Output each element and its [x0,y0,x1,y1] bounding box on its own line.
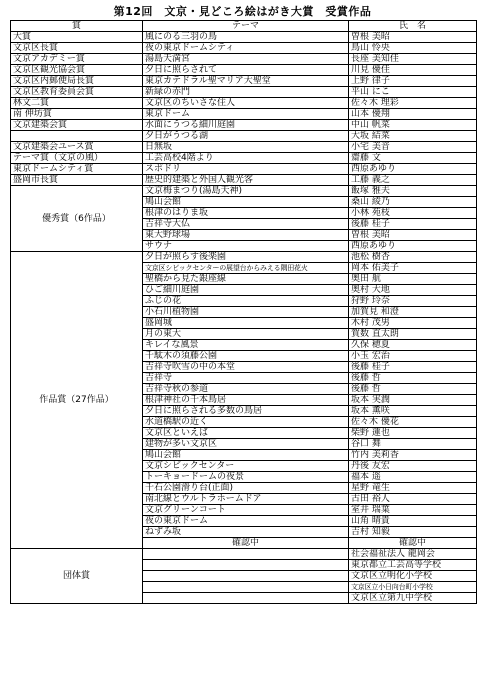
theme-cell: 文京区といえば [143,428,349,439]
theme-cell: 吉祥寺 [143,373,349,384]
name-cell: 小宅 美音 [349,142,477,153]
theme-cell: 鳩山会館 [143,197,349,208]
award-cell: 林文二賞 [11,98,143,109]
theme-cell: 夕日に照らされて [143,65,349,76]
award-cell: 大賞 [11,32,143,43]
name-cell: 谷口 舞 [349,439,477,450]
header-name: 氏 名 [349,21,477,32]
theme-cell [143,549,349,560]
theme-cell: 水面にうつる細川庭園 [143,120,349,131]
name-cell: 飯塚 雅夫 [349,186,477,197]
name-cell: 室井 瑞葉 [349,505,477,516]
theme-cell: 東京ドーム [143,109,349,120]
theme-cell: 水道橋駅の近く [143,417,349,428]
theme-cell [143,593,349,604]
excellence-group-label: 優秀賞（6作品） [11,186,143,252]
award-cell [11,131,143,142]
theme-cell: サウナ [143,241,349,252]
theme-cell: 夜の東京ドーム [143,516,349,527]
name-cell: 後藤 桂子 [349,362,477,373]
theme-cell: 確認中 [143,538,349,549]
name-cell: 小玉 宏治 [349,351,477,362]
name-cell: 柴野 蓮也 [349,428,477,439]
name-cell: 後藤 桂子 [349,219,477,230]
theme-cell: 風にのる三羽の鳥 [143,32,349,43]
theme-cell: 月の東大 [143,329,349,340]
theme-cell: ひご細川庭園 [143,285,349,296]
theme-cell: トーキョードームの夜景 [143,472,349,483]
name-cell: 曽根 美昭 [349,230,477,241]
theme-cell: 東京カテドラル聖マリア大聖堂 [143,76,349,87]
theme-cell: 根津神社の千本鳥居 [143,395,349,406]
theme-cell [143,560,349,571]
table-row [11,252,477,263]
name-cell: 池松 樹杏 [349,252,477,263]
table-row [11,549,477,560]
name-cell: 確認中 [349,538,477,549]
award-cell: 盛岡市長賞 [11,175,143,186]
name-cell: 曽根 美昭 [349,32,477,43]
theme-cell: 新緑の赤門 [143,87,349,98]
theme-cell: 鳩山会館 [143,450,349,461]
theme-cell: 吉祥寺大仏 [143,219,349,230]
award-cell: 文京区教育委員会賞 [11,87,143,98]
award-cell: テーマ賞（文京の風） [11,153,143,164]
theme-cell: 千駄木の須藤公園 [143,351,349,362]
name-cell: 木村 茂男 [349,318,477,329]
table-row [11,98,477,109]
name-cell: 佐々木 優花 [349,417,477,428]
name-cell: 工藤 義之 [349,175,477,186]
theme-cell: ふじの花 [143,296,349,307]
name-cell: 狩野 玲奈 [349,296,477,307]
name-cell: 平山 にこ [349,87,477,98]
award-cell: 文京区内郵便局長賞 [11,76,143,87]
table-row [11,131,477,142]
name-cell: 坂本 薫咲 [349,406,477,417]
theme-cell: 吉祥寺吹雪の中の本堂 [143,362,349,373]
theme-cell: 小石川植物園 [143,307,349,318]
table-row [11,87,477,98]
award-cell: 文京区長賞 [11,43,143,54]
table-row [11,175,477,186]
name-cell: 賀数 直太朗 [349,329,477,340]
theme-cell: 千石公園滑り台(正面) [143,483,349,494]
name-cell: 上野 律子 [349,76,477,87]
name-cell: 奥村 大地 [349,285,477,296]
name-cell: 西原あゆり [349,164,477,175]
award-cell: 南 伸坊賞 [11,109,143,120]
name-cell: 丹後 友宏 [349,461,477,472]
name-cell: 鳥山 怜央 [349,43,477,54]
table-row [11,109,477,120]
name-cell: 後藤 哲 [349,384,477,395]
theme-cell: ねずみ坂 [143,527,349,538]
theme-cell [143,571,349,582]
name-cell: 後藤 哲 [349,373,477,384]
awards-table [10,20,477,604]
theme-cell: 歴史的建築と外国人観光客 [143,175,349,186]
name-cell: 奥田 航 [349,274,477,285]
theme-cell [143,582,349,593]
name-cell: 齋藤 文 [349,153,477,164]
table-row [11,32,477,43]
name-cell: 山本 優翔 [349,109,477,120]
header-award: 賞 [11,21,143,32]
award-cell: 東京ドームシティ賞 [11,164,143,175]
theme-cell: 根津のはりま坂 [143,208,349,219]
name-cell: 佐々木 理彩 [349,98,477,109]
award-cell: 文京アカデミー賞 [11,54,143,65]
name-cell: 大坂 結菜 [349,131,477,142]
theme-cell: 建物が多い文京区 [143,439,349,450]
name-cell: 文京区立第九中学校 [349,593,477,604]
theme-cell: 南北線とウルトラホームドア [143,494,349,505]
theme-cell: 文京シビックセンター [143,461,349,472]
theme-cell: 夕日が照らす後楽園 [143,252,349,263]
theme-cell: 夕日に照らされる多数の鳥居 [143,406,349,417]
theme-cell: 東大野球場 [143,230,349,241]
page-title: 第12回 文京・見どころ絵はがき大賞 受賞作品 [113,5,372,18]
theme-cell: 夕日がうつる湖 [143,131,349,142]
table-row [11,153,477,164]
header-row [11,21,477,32]
name-cell: 小林 苑枝 [349,208,477,219]
name-cell: 長座 美知佳 [349,54,477,65]
theme-cell: スポドリ [143,164,349,175]
name-cell: 東京都立工芸高等学校 [349,560,477,571]
table-row [11,120,477,131]
name-cell: 文京区立明化小学校 [349,571,477,582]
table-row [11,54,477,65]
name-cell: 西原あゆり [349,241,477,252]
name-cell: 加賀見 和澄 [349,307,477,318]
theme-cell: キレイな風景 [143,340,349,351]
theme-cell: 文京グリーンコート [143,505,349,516]
name-cell: 福本 遥 [349,472,477,483]
table-row [11,142,477,153]
name-cell: 山角 晴貴 [349,516,477,527]
name-cell: 久保 穂夏 [349,340,477,351]
theme-cell: 文京区シビックセンターの展望台からみえる隅田花火 [143,263,349,274]
theme-cell: 聖橋から見た銀座線 [143,274,349,285]
award-cell: 文京建築会賞 [11,120,143,131]
theme-cell: 文京梅まつり(湯島天神) [143,186,349,197]
award-cell: 文京建築会ユース賞 [11,142,143,153]
name-cell: 星野 竜生 [349,483,477,494]
group-group-label: 団体賞 [11,549,143,604]
works-group-label: 作品賞（27作品） [11,252,143,549]
name-cell: 文京区立小日向台町小学校 [349,582,477,593]
table-row [11,186,477,197]
theme-cell: 夜の東京ドームシティ [143,43,349,54]
name-cell: 吉村 知毅 [349,527,477,538]
award-cell: 文京区観光協会賞 [11,65,143,76]
theme-cell: 吉祥寺秋の参道 [143,384,349,395]
name-cell: 社会福祉法人 龍岡会 [349,549,477,560]
theme-cell: 日無坂 [143,142,349,153]
header-theme: テーマ [143,21,349,32]
table-row [11,164,477,175]
name-cell: 中山 帆菜 [349,120,477,131]
theme-cell: 湯島天満宮 [143,54,349,65]
table-row [11,43,477,54]
theme-cell: 盛岡城 [143,318,349,329]
name-cell: 古田 裕人 [349,494,477,505]
table-row [11,76,477,87]
awards-body [11,32,477,604]
name-cell: 桑山 綾乃 [349,197,477,208]
theme-cell: 文京区のちいさな住人 [143,98,349,109]
theme-cell: 工芸高校4階より [143,153,349,164]
name-cell: 坂本 実潤 [349,395,477,406]
name-cell: 岡本 佑美子 [349,263,477,274]
table-row [11,65,477,76]
name-cell: 竹内 美莉香 [349,450,477,461]
name-cell: 川見 優佳 [349,65,477,76]
